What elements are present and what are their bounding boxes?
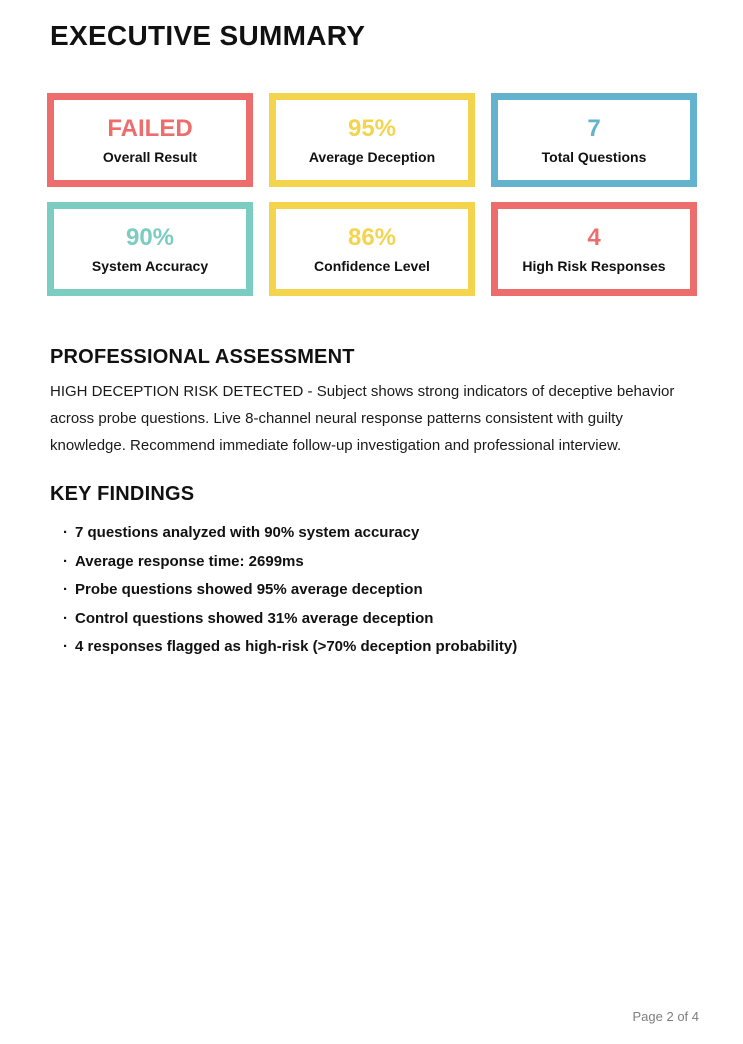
professional-assessment-body: HIGH DECEPTION RISK DETECTED - Subject shows strong indicators of deceptive behavior across probe questions. Live 8-channel neural response patterns consistent with guilty knowledge. Recommend immediate follow-up investigation and professional interview.: [50, 383, 675, 454]
finding-text: 4 responses flagged as high-risk (>70% deception probability): [75, 638, 518, 655]
stat-cards-grid: [47, 93, 697, 296]
bullet-glyph: ·: [63, 581, 68, 598]
page-number: Page 2 of 4: [632, 1009, 699, 1024]
bullet-glyph: ·: [63, 609, 68, 627]
stat-label-high-risk-responses: High Risk Responses: [522, 257, 666, 274]
stat-value-average-deception: 95%: [347, 114, 397, 142]
stat-label-system-accuracy: System Accuracy: [91, 257, 209, 274]
key-findings-list: [50, 519, 697, 662]
finding-text: Control questions showed 31% average deception: [75, 609, 434, 627]
finding-item: [50, 605, 697, 634]
bullet-glyph: ·: [63, 638, 68, 655]
finding-text: Probe questions showed 95% average deception: [75, 581, 423, 598]
finding-item: [50, 576, 697, 605]
stat-card-overall-result: [47, 93, 253, 187]
bullet-glyph: ·: [63, 524, 68, 541]
stat-value-total-questions: 7: [587, 114, 601, 142]
stat-value-system-accuracy: 90%: [125, 223, 175, 251]
professional-assessment-heading: PROFESSIONAL ASSESSMENT: [50, 346, 355, 368]
stat-value-overall-result: FAILED: [107, 114, 193, 142]
key-findings-heading: KEY FINDINGS: [50, 483, 195, 505]
finding-item: [50, 519, 697, 548]
page-title: EXECUTIVE SUMMARY: [50, 20, 366, 51]
finding-item: [50, 548, 697, 577]
finding-text: Average response time: 2699ms: [75, 552, 304, 570]
stat-value-confidence-level: 86%: [347, 223, 397, 251]
stat-card-high-risk-responses: [491, 202, 697, 296]
finding-item: [50, 633, 697, 662]
stat-card-total-questions: [491, 93, 697, 187]
stat-label-average-deception: Average Deception: [308, 148, 436, 165]
stat-value-high-risk-responses: 4: [587, 223, 601, 251]
stat-label-total-questions: Total Questions: [541, 148, 647, 165]
bullet-glyph: ·: [63, 552, 68, 570]
stat-label-overall-result: Overall Result: [102, 148, 198, 165]
stat-card-system-accuracy: [47, 202, 253, 296]
stat-card-confidence-level: [269, 202, 475, 296]
finding-text: 7 questions analyzed with 90% system accuracy: [75, 524, 420, 541]
stat-label-confidence-level: Confidence Level: [314, 257, 430, 274]
stat-card-average-deception: [269, 93, 475, 187]
